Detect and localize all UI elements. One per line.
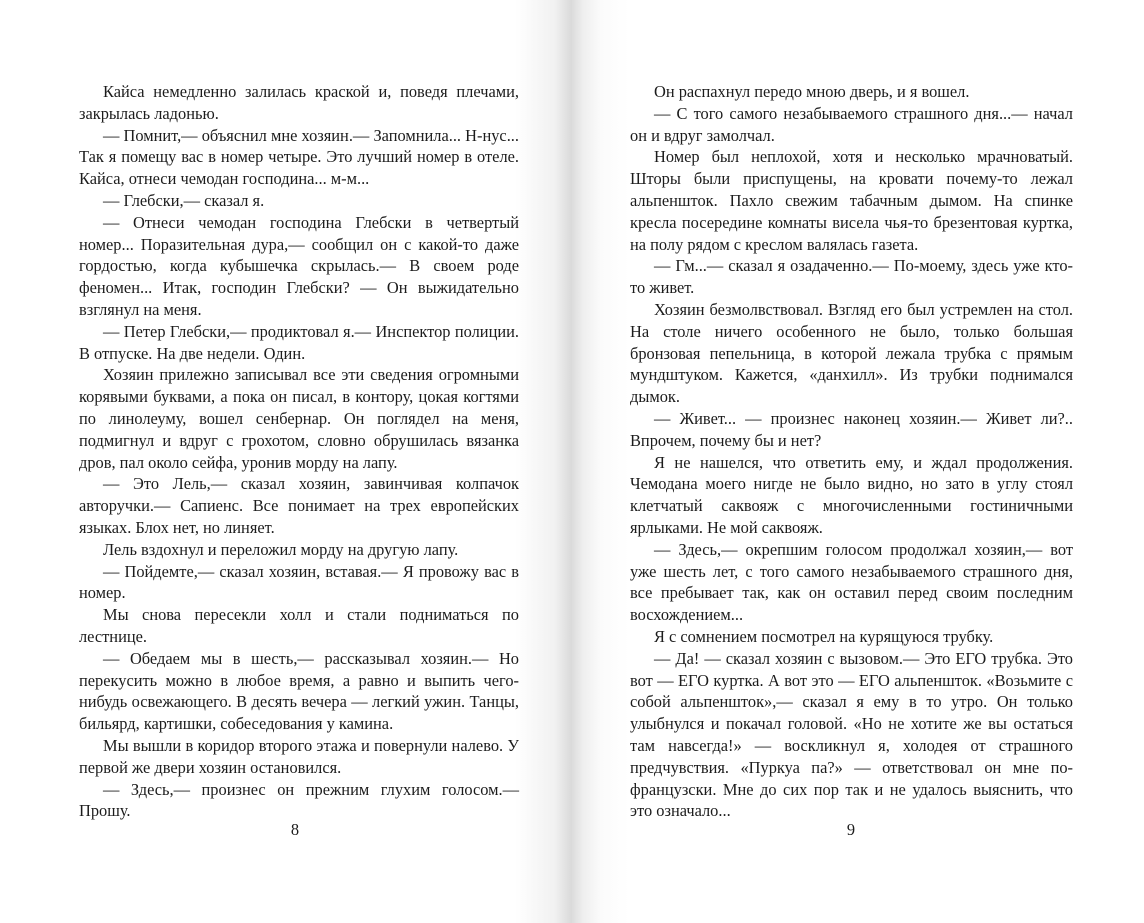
paragraph: Мы вышли в коридор второго этажа и повернули налево. У первой же двери хозяин остановился.: [79, 735, 519, 777]
paragraph: — Отнеси чемодан господина Глебски в четвертый номер... Поразительная дура,— сообщил он с какой-то даже гордостью, когда кубышечка скрылась.— В своем роде феномен... Итак, господин Глебски? — Он выжидательно взглянул на меня.: [79, 212, 519, 319]
paragraph: — Здесь,— произнес он прежним глухим голосом.— Прошу.: [79, 779, 519, 821]
page-number: 9: [846, 820, 856, 839]
paragraph: — С того самого незабываемого страшного дня...— начал он и вдруг замолчал.: [630, 103, 1073, 145]
paragraph: — Глебски,— сказал я.: [103, 190, 265, 210]
paragraph: — Гм...— сказал я озадаченно.— По-моему, здесь уже кто-то живет.: [630, 256, 1073, 298]
paragraph: Номер был неплохой, хотя и несколько мрачноватый. Шторы были приспущены, на кровати почему-то лежал альпеншток. Пахло свежим табачным дымом. На спинке кресла посередине комнаты висела чья-то брезентовая куртка, на полу рядом с креслом валялась газета.: [630, 147, 1073, 254]
paragraph: — Живет... — произнес наконец хозяин.— Живет ли?.. Впрочем, почему бы и нет?: [630, 408, 1073, 450]
paragraph: Мы снова пересекли холл и стали подниматься по лестнице.: [79, 605, 519, 646]
paragraph: Хозяин прилежно записывал все эти сведения огромными корявыми буквами, а пока он писал, в контору, цокая когтями по линолеуму, вошел сенбернар. Он поглядел на меня, подмигнул и вдруг с грохотом, словно обрушилась вязанка дров, пал около сейфа, уронив морду на лапу.: [79, 365, 519, 472]
paragraph: — Здесь,— окрепшим голосом продолжал хозяин,— вот уже шесть лет, с того самого незабываемого страшного дня, все пребывает так, как он оставил перед своим последним восхождением...: [630, 539, 1073, 625]
paragraph: — Да! — сказал хозяин с вызовом.— Это ЕГО трубка. Это вот — ЕГО куртка. А вот это — ЕГО альпеншток. «Возьмите с собой альпеншток»,— сказал я ему в то утро. Он только улыбнулся и покачал головой. «Но не хотите же вы остаться там навсегда!» — воскликнул я, холодея от страшного предчувствия. «Пуркуа па?» — ответствовал он мне по-французски. Мне до сих пор так и не удалось выяснить, что это означало...: [630, 648, 1073, 821]
paragraph: — Помнит,— объяснил мне хозяин.— Запомнила... Н-нус... Так я помещу вас в номер четыре. Это лучший номер в отеле. Кайса, отнеси чемодан господина... м-м...: [79, 125, 519, 189]
paragraph: — Пойдемте,— сказал хозяин, вставая.— Я провожу вас в номер.: [79, 561, 519, 603]
paragraph: Он распахнул передо мною дверь, и я вошел.: [654, 82, 970, 101]
paragraph: — Обедаем мы в шесть,— рассказывал хозяин.— Но перекусить можно в любое время, а равно и выпить чего-нибудь освежающего. В десять вечера — легкий ужин. Танцы, бильярд, картишки, собеседования у камина.: [79, 648, 519, 734]
paragraph: Лель вздохнул и переложил морду на другую лапу.: [103, 539, 459, 559]
paragraph: — Это Лель,— сказал хозяин, завинчивая колпачок авторучки.— Сапиенс. Все понимает на трех европейских языках. Блох нет, но линяет.: [79, 474, 519, 537]
right-page: [572, 0, 1144, 923]
paragraph: Кайса немедленно залилась краской и, поведя плечами, закрылась ладонью.: [79, 82, 519, 123]
paragraph: Хозяин безмолвствовал. Взгляд его был устремлен на стол. На столе ничего особенного не было, только большая бронзовая пепельница, в которой лежала трубка с прямым мундштуком. Кажется, «данхилл». Из трубки поднимался дымок.: [630, 299, 1073, 407]
paragraph: Я не нашелся, что ответить ему, и ждал продолжения. Чемодана моего нигде не было видно, но зато в углу стоял клетчатый саквояж с многочисленными гостиничными ярлыками. Не мой саквояж.: [630, 452, 1073, 537]
page-number: 8: [290, 820, 300, 839]
paragraph: — Петер Глебски,— продиктовал я.— Инспектор полиции. В отпуске. На две недели. Один.: [79, 321, 519, 363]
right-page-text: [630, 81, 1073, 822]
paragraph: Я с сомнением посмотрел на курящуюся трубку.: [654, 626, 994, 646]
left-page-text: [79, 81, 519, 822]
